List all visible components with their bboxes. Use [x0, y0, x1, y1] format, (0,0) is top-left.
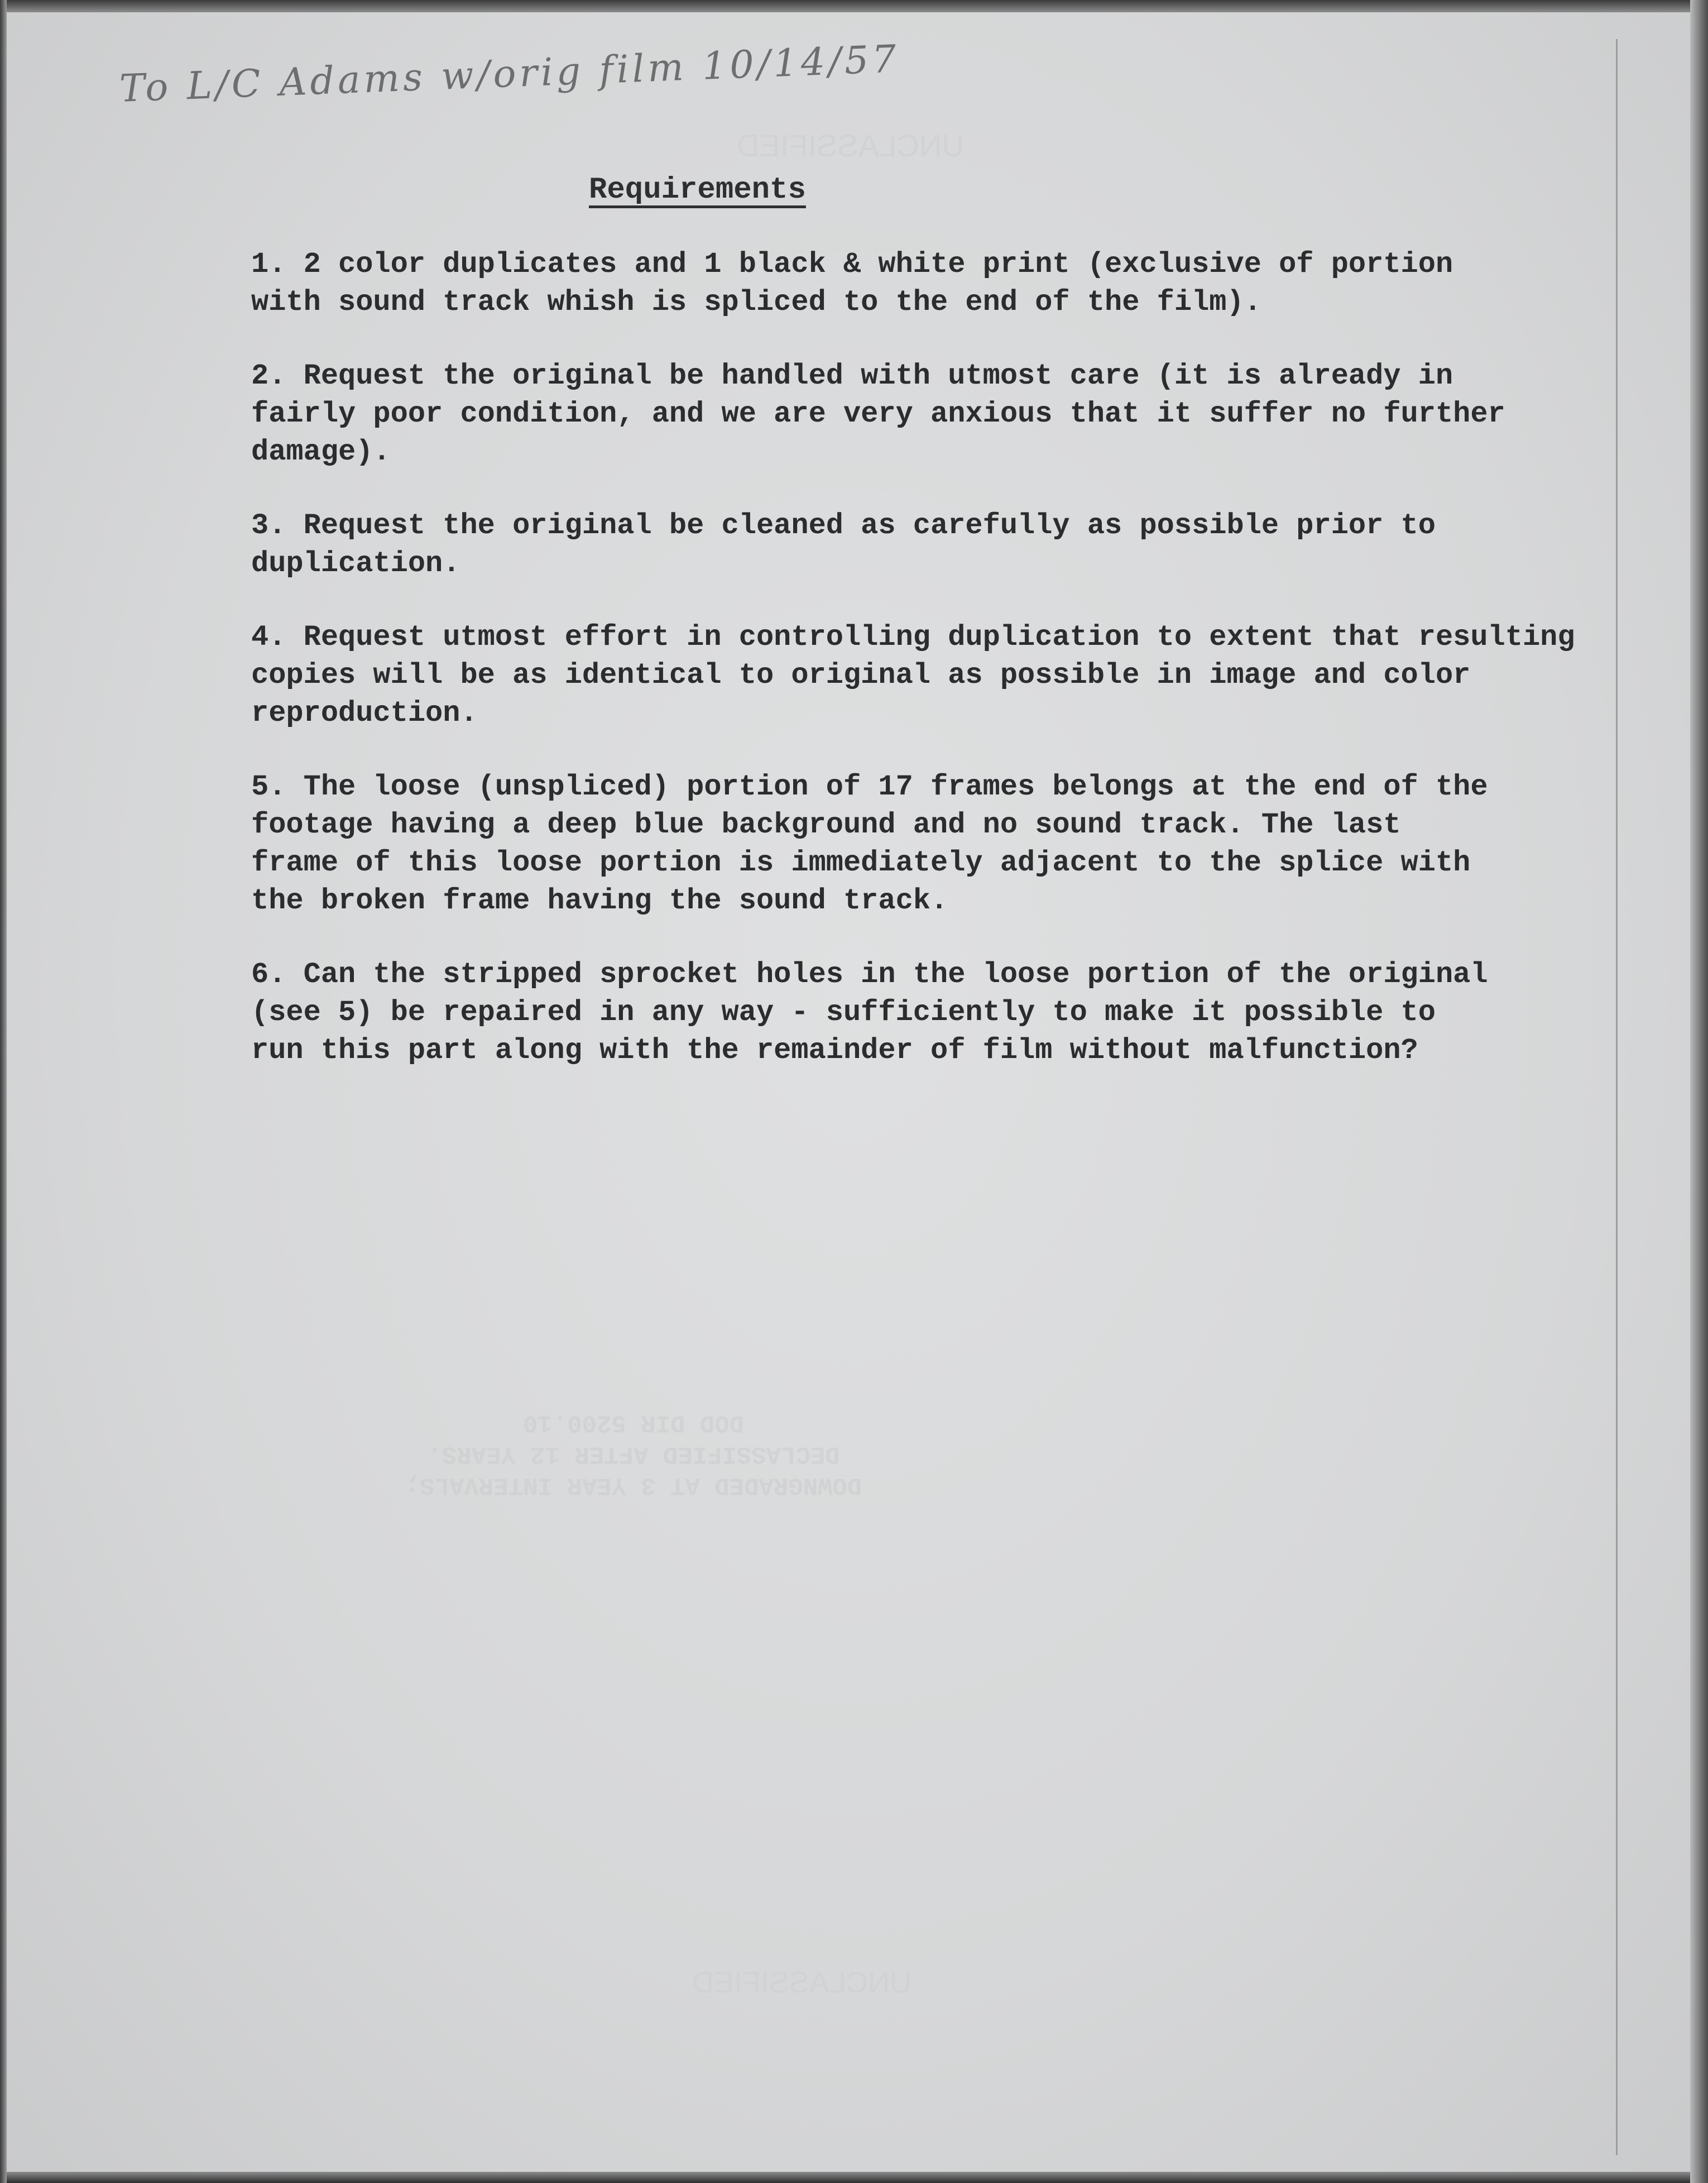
requirement-line: 1. 2 color duplicates and 1 black & white print (exclusive of portion [251, 248, 1453, 281]
requirement-line: duplication. [251, 547, 460, 580]
requirement-line: run this part along with the remainder of film without malfunction? [251, 1034, 1418, 1067]
bleed-through-marking-bottom: UNCLASSIFIED [692, 1966, 912, 1999]
sheet-edge-line [1616, 39, 1618, 2155]
handwritten-note: To L/C Adams w/orig film 10/14/57 [118, 37, 900, 111]
requirement-line: damage). [251, 435, 391, 468]
requirement-line: 4. Request utmost effort in controlling duplication to extent that resulting [251, 621, 1575, 654]
stamp-line: DOWNGRADED AT 3 YEAR INTERVALS; [405, 1471, 862, 1499]
requirement-line: 2. Request the original be handled with utmost care (it is already in [251, 360, 1453, 392]
stamp-line: DECLASSIFIED AFTER 12 YEARS. [427, 1440, 840, 1468]
requirement-line: 5. The loose (unspliced) portion of 17 frames belongs at the end of the [251, 770, 1488, 803]
requirement-line: frame of this loose portion is immediately adjacent to the splice with [251, 846, 1471, 879]
downgrade-stamp [313, 1407, 954, 1501]
requirement-item-5 [251, 768, 1552, 920]
requirement-line: reproduction. [251, 697, 478, 730]
page-title: Requirements [589, 173, 806, 207]
requirement-line: 6. Can the stripped sprocket holes in the loose portion of the original [251, 958, 1488, 991]
scan-border-right [1690, 0, 1708, 2183]
requirement-line: the broken frame having the sound track. [251, 884, 948, 917]
requirement-line: 3. Request the original be cleaned as carefully as possible prior to [251, 509, 1436, 542]
scan-border-bottom [0, 2172, 1708, 2183]
requirement-line: footage having a deep blue background and no sound track. The last [251, 808, 1401, 841]
requirements-list [251, 246, 1575, 1105]
scan-border-top [0, 0, 1708, 12]
scan-border-left [0, 0, 7, 2183]
requirement-line: fairly poor condition, and we are very anxious that it suffer no further [251, 398, 1505, 430]
requirement-line: copies will be as identical to original as possible in image and color [251, 659, 1471, 692]
requirement-item-3 [251, 507, 1552, 583]
requirement-item-4 [251, 619, 1575, 733]
requirement-item-6 [251, 956, 1552, 1070]
bleed-through-marking-top: UNCLASSIFIED [737, 128, 965, 163]
requirement-line: (see 5) be repaired in any way - sufficiently to make it possible to [251, 996, 1436, 1029]
requirement-item-1 [251, 246, 1552, 322]
requirement-item-2 [251, 357, 1552, 471]
requirement-line: with sound track whish is spliced to the end of the film). [251, 286, 1261, 319]
stamp-line: DOD DIR 5200.10 [522, 1409, 745, 1437]
